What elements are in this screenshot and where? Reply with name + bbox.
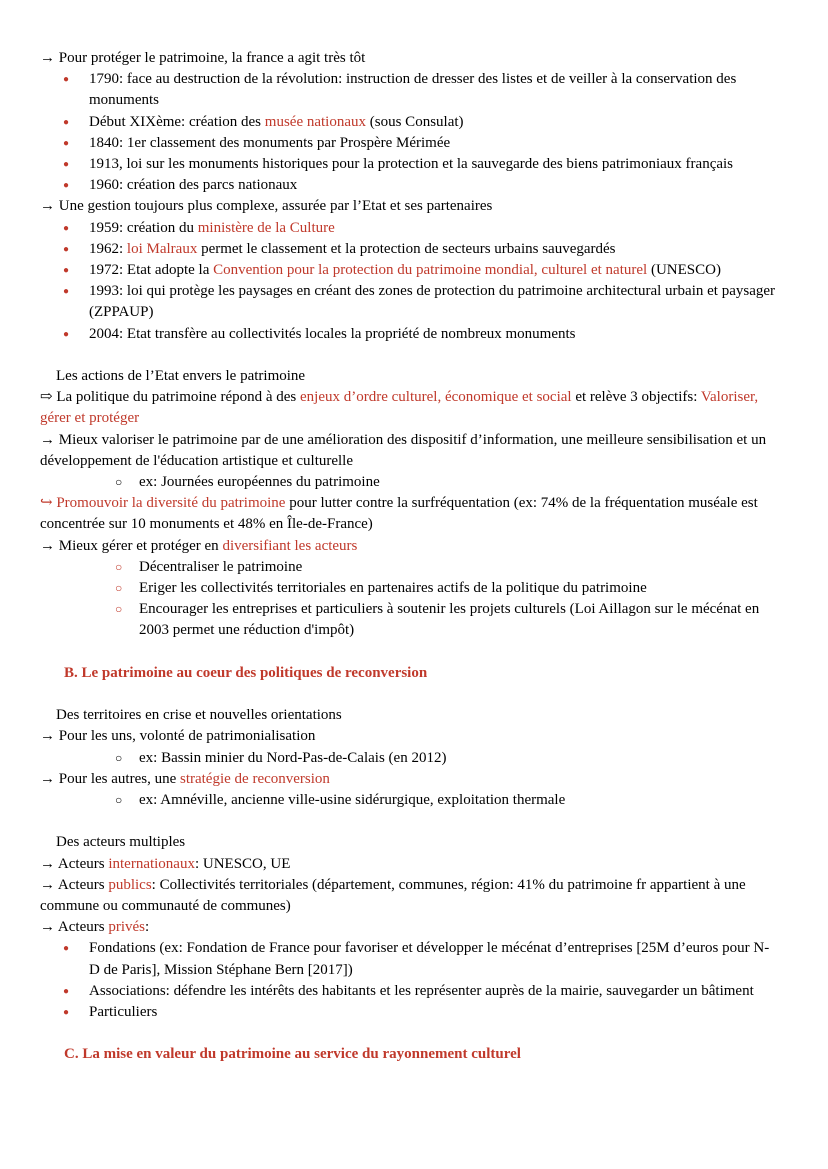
line-acteurs-internationaux (40, 854, 788, 875)
text: : (145, 919, 150, 936)
line-acteurs-publics (40, 875, 788, 917)
bullet-1960: ● 1960: création des parcs nationaux (40, 175, 788, 196)
highlight: loi Malraux (126, 240, 198, 257)
sub-ex-journees: ○ ex: Journées européennes du patrimoine (40, 472, 788, 493)
bullet-1972 (40, 260, 788, 281)
sub-decentraliser: ○ Décentraliser le patrimoine (40, 557, 788, 578)
highlight: Valoriser, gérer et protéger (40, 389, 759, 427)
line-protect-intro: → Pour protéger le patrimoine, la france a agit très tôt (40, 50, 366, 66)
sub-eriger: ○ Eriger les collectivités territoriales en partenaires actifs de la politique du patrimoine (40, 578, 788, 599)
bullet-xixeme (40, 112, 788, 133)
highlight: Convention pour la protection du patrimoine mondial, culturel et naturel (213, 262, 648, 279)
bullet-1962 (40, 239, 788, 260)
highlight: diversifiant les acteurs (222, 537, 358, 554)
text: → Acteurs (40, 855, 109, 872)
section-title-territoires: Des territoires en crise et nouvelles orientations (56, 707, 342, 724)
text: → Acteurs (40, 919, 109, 936)
text: Début XIXème: création des (89, 113, 265, 130)
bullet-1913: ● 1913, loi sur les monuments historiques pour la protection et la sauvegarde des biens patrimoniaux français (40, 154, 788, 175)
highlight: publics (108, 876, 152, 893)
text: ⇨ La politique du patrimoine répond à des (40, 389, 301, 406)
sub-ex-amneville: ○ ex: Amnéville, ancienne ville-usine sidérurgique, exploitation thermale (40, 790, 788, 811)
text: → Pour les autres, une (40, 770, 180, 787)
bullet-particuliers: ● Particuliers (40, 1002, 788, 1023)
line-politique (40, 387, 788, 429)
arrow-icon: ↪ (40, 495, 57, 512)
line-gerer (40, 536, 788, 557)
heading-b: B. Le patrimoine au coeur des politiques de reconversion (64, 664, 428, 681)
highlight: ministère de la Culture (197, 219, 335, 236)
spacer (40, 345, 788, 366)
spacer (40, 642, 788, 663)
bullet-1790: ● 1790: face au destruction de la révolution: instruction de dresser des listes et de veiller à la conservation des monuments (40, 69, 788, 111)
highlight: privés (108, 919, 145, 936)
text: → Mieux gérer et protéger en (40, 537, 223, 554)
highlight: enjeux d’ordre culturel, économique et social (300, 389, 572, 406)
line-autres (40, 769, 788, 790)
bullet-1993: ● 1993: loi qui protège les paysages en créant des zones de protection du patrimoine architectural urbain et paysager (ZPPAUP) (40, 281, 788, 323)
line-gestion-intro: → Une gestion toujours plus complexe, assurée par l’Etat et ses partenaires (40, 198, 493, 215)
sub-ex-bassin: ○ ex: Bassin minier du Nord-Pas-de-Calais (en 2012) (40, 748, 788, 769)
text: 1959: création du (89, 219, 198, 236)
text: pour lutter contre la surfréquentation (ex: 74% de la fréquentation muséale est concentrée sur 10 monuments et 48% en Île-de-France) (40, 495, 758, 533)
bullet-1840: ● 1840: 1er classement des monuments par Prospère Mérimée (40, 133, 788, 154)
section-title-actions: Les actions de l’Etat envers le patrimoine (56, 368, 306, 385)
line-valoriser: → Mieux valoriser le patrimoine par de une amélioration des dispositif d’information, une meilleure sensibilisation et un développement de l'éducation artistique et culturelle (40, 431, 767, 469)
section-title-acteurs: Des acteurs multiples (56, 834, 186, 851)
heading-c: C. La mise en valeur du patrimoine au service du rayonnement culturel (64, 1046, 521, 1063)
text: 1972: Etat adopte la (89, 262, 214, 279)
highlight: Promouvoir la diversité du patrimoine (56, 495, 286, 512)
bullet-2004: ● 2004: Etat transfère au collectivités locales la propriété de nombreux monuments (40, 324, 788, 345)
spacer (40, 811, 788, 832)
text: (UNESCO) (647, 262, 721, 279)
line-promouvoir (40, 493, 788, 535)
text: 1962: (89, 240, 127, 257)
text: : Collectivités territoriales (département, communes, région: 41% du patrimoine fr appartient à une commune ou communauté de communes) (40, 876, 746, 915)
text: (sous Consulat) (366, 113, 464, 130)
bullet-1959 (40, 218, 788, 239)
spacer (40, 1023, 788, 1044)
spacer (40, 684, 788, 705)
text: et relève 3 objectifs: (571, 389, 701, 406)
sub-encourager: ○ Encourager les entreprises et particuliers à soutenir les projets culturels (Loi Aillagon sur le mécénat en 2003 permet une réduction d'impôt) (40, 599, 788, 641)
line-acteurs-prives (40, 917, 788, 938)
highlight: stratégie de reconversion (179, 770, 330, 787)
text: → Acteurs (40, 876, 109, 893)
highlight: musée nationaux (264, 113, 367, 130)
text: : UNESCO, UE (194, 855, 291, 872)
highlight: internationaux (108, 855, 195, 872)
line-uns: → Pour les uns, volonté de patrimonialisation (40, 728, 316, 745)
text: permet le classement et la protection de secteurs urbains sauvegardés (197, 240, 616, 257)
bullet-fondations: ● Fondations (ex: Fondation de France pour favoriser et développer le mécénat d’entreprises [25M d’euros pour N-D de Paris], Mission Stéphane Bern [2017]) (40, 938, 788, 980)
bullet-associations: ● Associations: défendre les intérêts des habitants et les représenter auprès de la mairie, sauvegarder un bâtiment (40, 981, 788, 1002)
